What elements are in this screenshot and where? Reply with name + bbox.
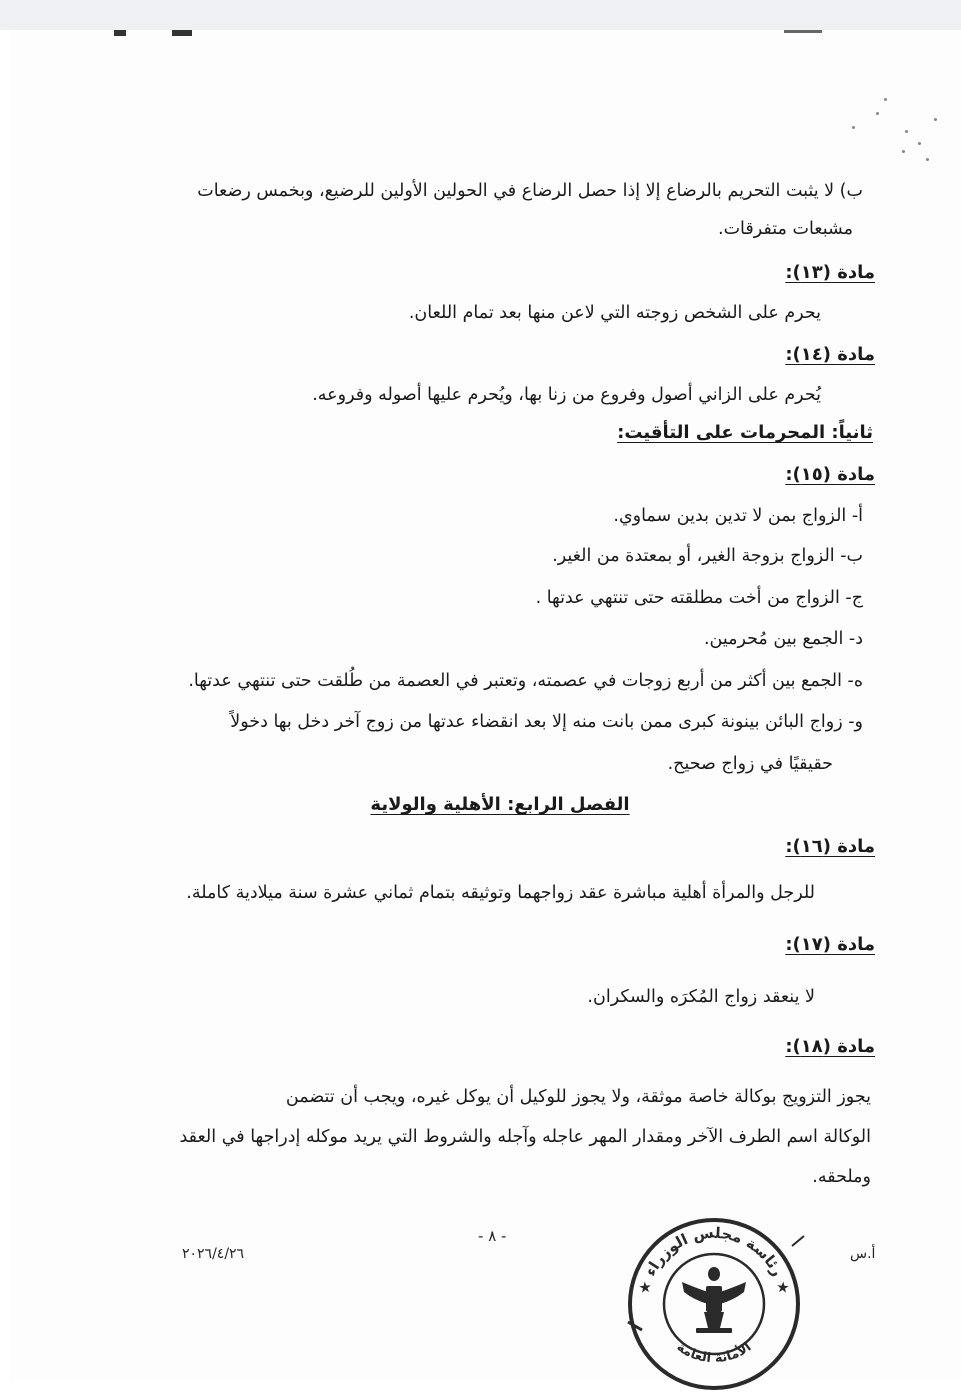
article-15-heading: مادة (١٥): [785, 464, 875, 485]
paragraph-b-line-1: ب) لا يثبت التحريم بالرضاع إلا إذا حصل الرضاع في الحولين الأولين للرضيع، وبخمس رضعات [197, 181, 863, 201]
scan-mark-left [114, 30, 126, 36]
article-15-item-b: ب- الزواج بزوجة الغير، أو بمعتدة من الغير. [552, 546, 863, 566]
scan-mark-right [784, 30, 822, 33]
article-15-item-c: ج- الزواج من أخت مطلقته حتى تنتهي عدتها . [535, 588, 863, 608]
article-16-heading: مادة (١٦): [785, 836, 875, 857]
svg-text:★ رئاسة مجلس الوزراء ★: ★ رئاسة مجلس الوزراء ★ [634, 1223, 794, 1297]
article-15-item-a: أ- الزواج بمن لا تدين بدين سماوي. [613, 506, 863, 526]
chapter-4-heading: الفصل الرابع: الأهلية والولاية [370, 794, 630, 815]
official-stamp [622, 1212, 806, 1396]
article-16-text: للرجل والمرأة أهلية مباشرة عقد زواجهما وتوثيقه بتمام ثماني عشرة سنة ميلادية كاملة. [186, 883, 815, 903]
footer-date: ٢٠٢٦/٤/٢٦ [182, 1246, 245, 1262]
paragraph-b-line-2: مشبعات متفرقات. [718, 219, 853, 239]
article-18-line-3: وملحقه. [812, 1167, 871, 1187]
article-13-text: يحرم على الشخص زوجته التي لاعن منها بعد تمام اللعان. [408, 303, 821, 323]
footer-initials: أ.س [850, 1246, 876, 1262]
top-band [0, 0, 961, 30]
article-17-heading: مادة (١٧): [785, 934, 875, 955]
article-14-text: يُحرم على الزاني أصول وفروع من زنا بها، ويُحرم عليها أصوله وفروعه. [312, 385, 821, 405]
article-17-text: لا ينعقد زواج المُكرَه والسكران. [587, 987, 815, 1007]
article-13-heading: مادة (١٣): [785, 262, 875, 283]
article-18-line-2: الوكالة اسم الطرف الآخر ومقدار المهر عاجله وآجله والشروط التي يريد موكله إدراجها في العقد [179, 1127, 871, 1147]
article-14-heading: مادة (١٤): [785, 344, 875, 365]
eagle-emblem-icon [682, 1267, 746, 1333]
svg-text:الأمانة العامة: الأمانة العامة [673, 1339, 755, 1367]
article-15-item-d: د- الجمع بين مُحرمين. [703, 629, 863, 649]
article-15-item-w-line-2: حقيقيًا في زواج صحيح. [667, 754, 833, 774]
scan-mark-center [172, 30, 192, 36]
article-15-item-w-line-1: و- زواج البائن بينونة كبرى ممن بانت منه إلا بعد انقضاء عدتها من زوج آخر دخل بها دخولاً [230, 712, 863, 732]
article-18-heading: مادة (١٨): [785, 1036, 875, 1057]
section-2-heading: ثانياً: المحرمات على التأقيت: [617, 422, 873, 443]
article-18-line-1: يجوز التزويج بوكالة خاصة موثقة، ولا يجوز للوكيل أن يوكل غيره، ويجب أن تتضمن [285, 1087, 871, 1107]
page-number: - ٨ - [478, 1227, 507, 1245]
article-15-item-e: ه- الجمع بين أكثر من أربع زوجات في عصمته، وتعتبر في العصمة من طُلقت حتى تنتهي عدتها. [188, 671, 863, 691]
